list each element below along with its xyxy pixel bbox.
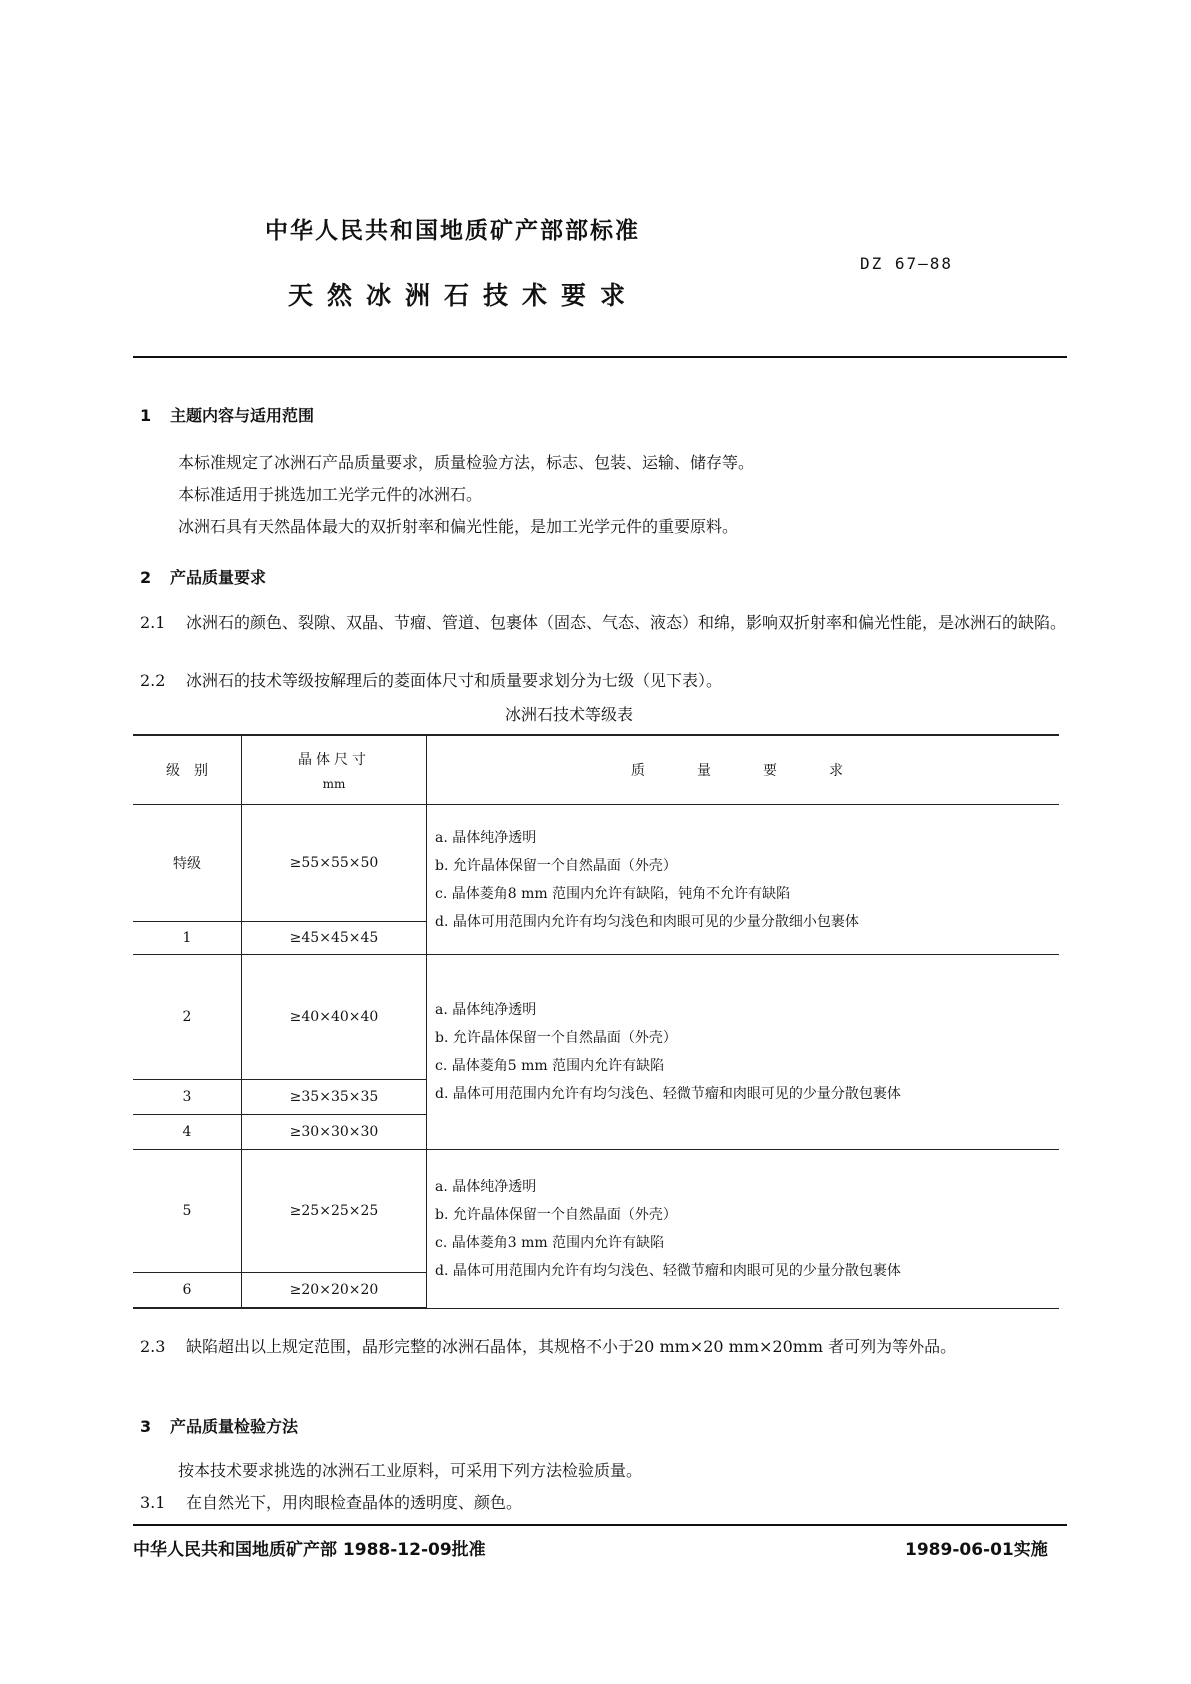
clause-number: 2.1 — [140, 613, 166, 632]
paragraph: 本标准适用于挑选加工光学元件的冰洲石。 — [178, 485, 483, 504]
requirements-cell — [427, 805, 1060, 955]
requirement-item: d. 晶体可用范围内允许有均匀浅色和肉眼可见的少量分散细小包裹体 — [435, 913, 859, 930]
section-3-heading — [140, 1414, 298, 1437]
size-cell: ≥35×35×35 — [242, 1080, 427, 1115]
clause-text: 缺陷超出以上规定范围，晶形完整的冰洲石晶体，其规格不小于20 mm×20 mm×20mm 者可列为等外品。 — [186, 1337, 957, 1356]
section-2-heading — [140, 565, 266, 588]
section-number: 1 — [140, 406, 152, 425]
requirement-item: a. 晶体纯净透明 — [435, 829, 537, 846]
requirement-item: b. 允许晶体保留一个自然晶面（外壳） — [435, 857, 677, 874]
requirement-item: b. 允许晶体保留一个自然晶面（外壳） — [435, 1206, 677, 1223]
section-title: 产品质量要求 — [170, 568, 267, 587]
header-requirements: 质量要求 — [427, 735, 1060, 805]
size-cell: ≥45×45×45 — [242, 922, 427, 955]
size-cell: ≥55×55×50 — [242, 805, 427, 922]
clause-3-1 — [140, 1492, 1070, 1514]
clause-number: 3.1 — [140, 1493, 166, 1512]
size-cell: ≥25×25×25 — [242, 1150, 427, 1273]
clause-text: 冰洲石的技术等级按解理后的菱面体尺寸和质量要求划分为七级（见下表）。 — [186, 671, 723, 690]
clause-number: 2.2 — [140, 671, 166, 690]
paragraph: 按本技术要求挑选的冰洲石工业原料，可采用下列方法检验质量。 — [178, 1461, 643, 1480]
table-row — [133, 955, 1059, 1080]
grade-cell: 4 — [133, 1115, 242, 1150]
paragraph: 本标准规定了冰洲石产品质量要求，质量检验方法，标志、包装、运输、储存等。 — [178, 453, 755, 472]
standard-code: DZ 67—88 — [860, 254, 954, 273]
clause-text: 在自然光下，用肉眼检查晶体的透明度、颜色。 — [186, 1493, 523, 1512]
requirement-item: c. 晶体菱角5 mm 范围内允许有缺陷 — [435, 1058, 665, 1074]
footer-rule — [133, 1524, 1067, 1526]
header-size-unit: mm — [322, 777, 346, 791]
clause-2-3 — [140, 1336, 1070, 1358]
grade-cell: 特级 — [133, 805, 242, 922]
size-cell: ≥40×40×40 — [242, 955, 427, 1080]
effective-date: 1989-06-01实施 — [905, 1540, 1048, 1560]
document-title: 天然冰洲石技术要求 — [288, 281, 640, 310]
requirements-cell — [427, 1150, 1060, 1309]
clause-2-2 — [140, 670, 1070, 692]
size-cell: ≥20×20×20 — [242, 1273, 427, 1309]
section-title: 主题内容与适用范围 — [170, 406, 315, 425]
grade-cell: 3 — [133, 1080, 242, 1115]
header-size-label: 晶体尺寸 — [298, 752, 370, 768]
requirement-item: a. 晶体纯净透明 — [435, 1002, 537, 1018]
section-title: 产品质量检验方法 — [170, 1417, 299, 1436]
header-size — [242, 735, 427, 805]
grade-cell: 5 — [133, 1150, 242, 1273]
table-header-row — [133, 735, 1059, 805]
paragraph: 冰洲石具有天然晶体最大的双折射率和偏光性能，是加工光学元件的重要原料。 — [178, 517, 739, 536]
requirements-cell — [427, 955, 1060, 1150]
requirement-item: b. 允许晶体保留一个自然晶面（外壳） — [435, 1030, 677, 1046]
header-grade: 级 别 — [133, 735, 242, 805]
approval-date: 中华人民共和国地质矿产部 1988-12-09批准 — [133, 1540, 486, 1560]
section-number: 2 — [140, 568, 152, 587]
issuing-authority: 中华人民共和国地质矿产部部标准 — [265, 218, 640, 244]
table-caption: 冰洲石技术等级表 — [505, 705, 634, 724]
requirement-item: c. 晶体菱角8 mm 范围内允许有缺陷，钝角不允许有缺陷 — [435, 885, 791, 902]
table-row — [133, 805, 1059, 922]
table-row — [133, 1150, 1059, 1273]
size-cell: ≥30×30×30 — [242, 1115, 427, 1150]
requirement-item: d. 晶体可用范围内允许有均匀浅色、轻微节瘤和肉眼可见的少量分散包裹体 — [435, 1086, 901, 1102]
requirement-item: a. 晶体纯净透明 — [435, 1178, 537, 1195]
grade-table — [133, 734, 1059, 1309]
requirement-item: c. 晶体菱角3 mm 范围内允许有缺陷 — [435, 1234, 665, 1251]
clause-text: 冰洲石的颜色、裂隙、双晶、节瘤、管道、包裹体（固态、气态、液态）和绵，影响双折射率和偏光性能，是冰洲石的缺陷。 — [186, 613, 1067, 632]
section-1-heading — [140, 403, 314, 426]
section-number: 3 — [140, 1417, 152, 1436]
grade-cell: 2 — [133, 955, 242, 1080]
requirement-item: d. 晶体可用范围内允许有均匀浅色、轻微节瘤和肉眼可见的少量分散包裹体 — [435, 1262, 901, 1279]
grade-cell: 1 — [133, 922, 242, 955]
clause-number: 2.3 — [140, 1337, 166, 1356]
grade-cell: 6 — [133, 1273, 242, 1309]
clause-2-1 — [140, 612, 1070, 634]
header-rule — [133, 356, 1067, 358]
